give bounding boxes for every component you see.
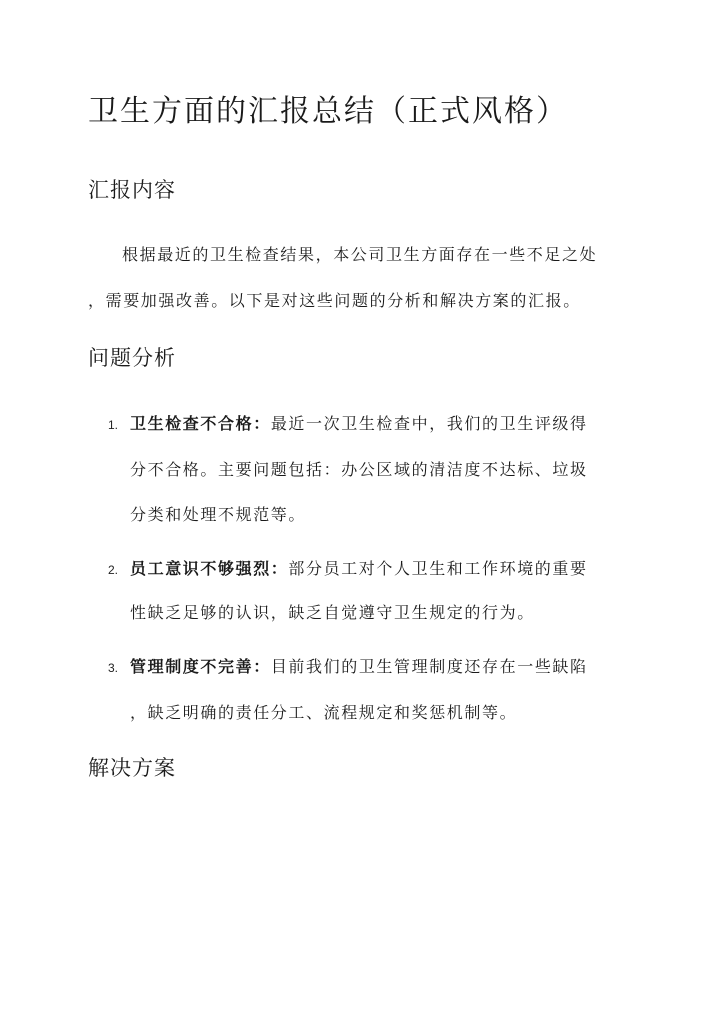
list-item-title: 员工意识不够强烈： <box>130 559 289 578</box>
list-item-text: 最近一次卫生检查中，我们的卫生评级得 <box>270 414 588 433</box>
list-item-line-1 <box>130 654 588 677</box>
list-item-line-2: 性缺乏足够的认识，缺乏自觉遵守卫生规定的行为。 <box>130 603 535 622</box>
list-item-number: 1. <box>108 418 119 432</box>
section-heading-report-content: 汇报内容 <box>88 178 176 202</box>
list-item-line-2: 分不合格。主要问题包括：办公区域的清洁度不达标、垃圾 <box>130 460 588 479</box>
list-item-title: 管理制度不完善： <box>130 657 271 676</box>
section-heading-problem-analysis: 问题分析 <box>88 346 176 370</box>
list-item-line-1 <box>130 411 588 434</box>
list-item-text: 目前我们的卫生管理制度还存在一些缺陷 <box>270 657 588 676</box>
list-item-number: 2. <box>108 563 119 577</box>
intro-paragraph-line-2: ，需要加强改善。以下是对这些问题的分析和解决方案的汇报。 <box>88 291 581 310</box>
section-heading-solutions: 解决方案 <box>88 756 176 780</box>
list-item-title: 卫生检查不合格： <box>130 414 271 433</box>
list-item-line-3: 分类和处理不规范等。 <box>130 505 307 524</box>
list-item-line-2: ，缺乏明确的责任分工、流程规定和奖惩机制等。 <box>130 703 518 722</box>
intro-paragraph-line-1: 根据最近的卫生检查结果，本公司卫生方面存在一些不足之处 <box>122 245 598 264</box>
list-item-line-1 <box>130 556 588 579</box>
list-item-text: 部分员工对个人卫生和工作环境的重要 <box>288 559 588 578</box>
document-title: 卫生方面的汇报总结（正式风格） <box>88 94 568 129</box>
list-item-number: 3. <box>108 661 119 675</box>
